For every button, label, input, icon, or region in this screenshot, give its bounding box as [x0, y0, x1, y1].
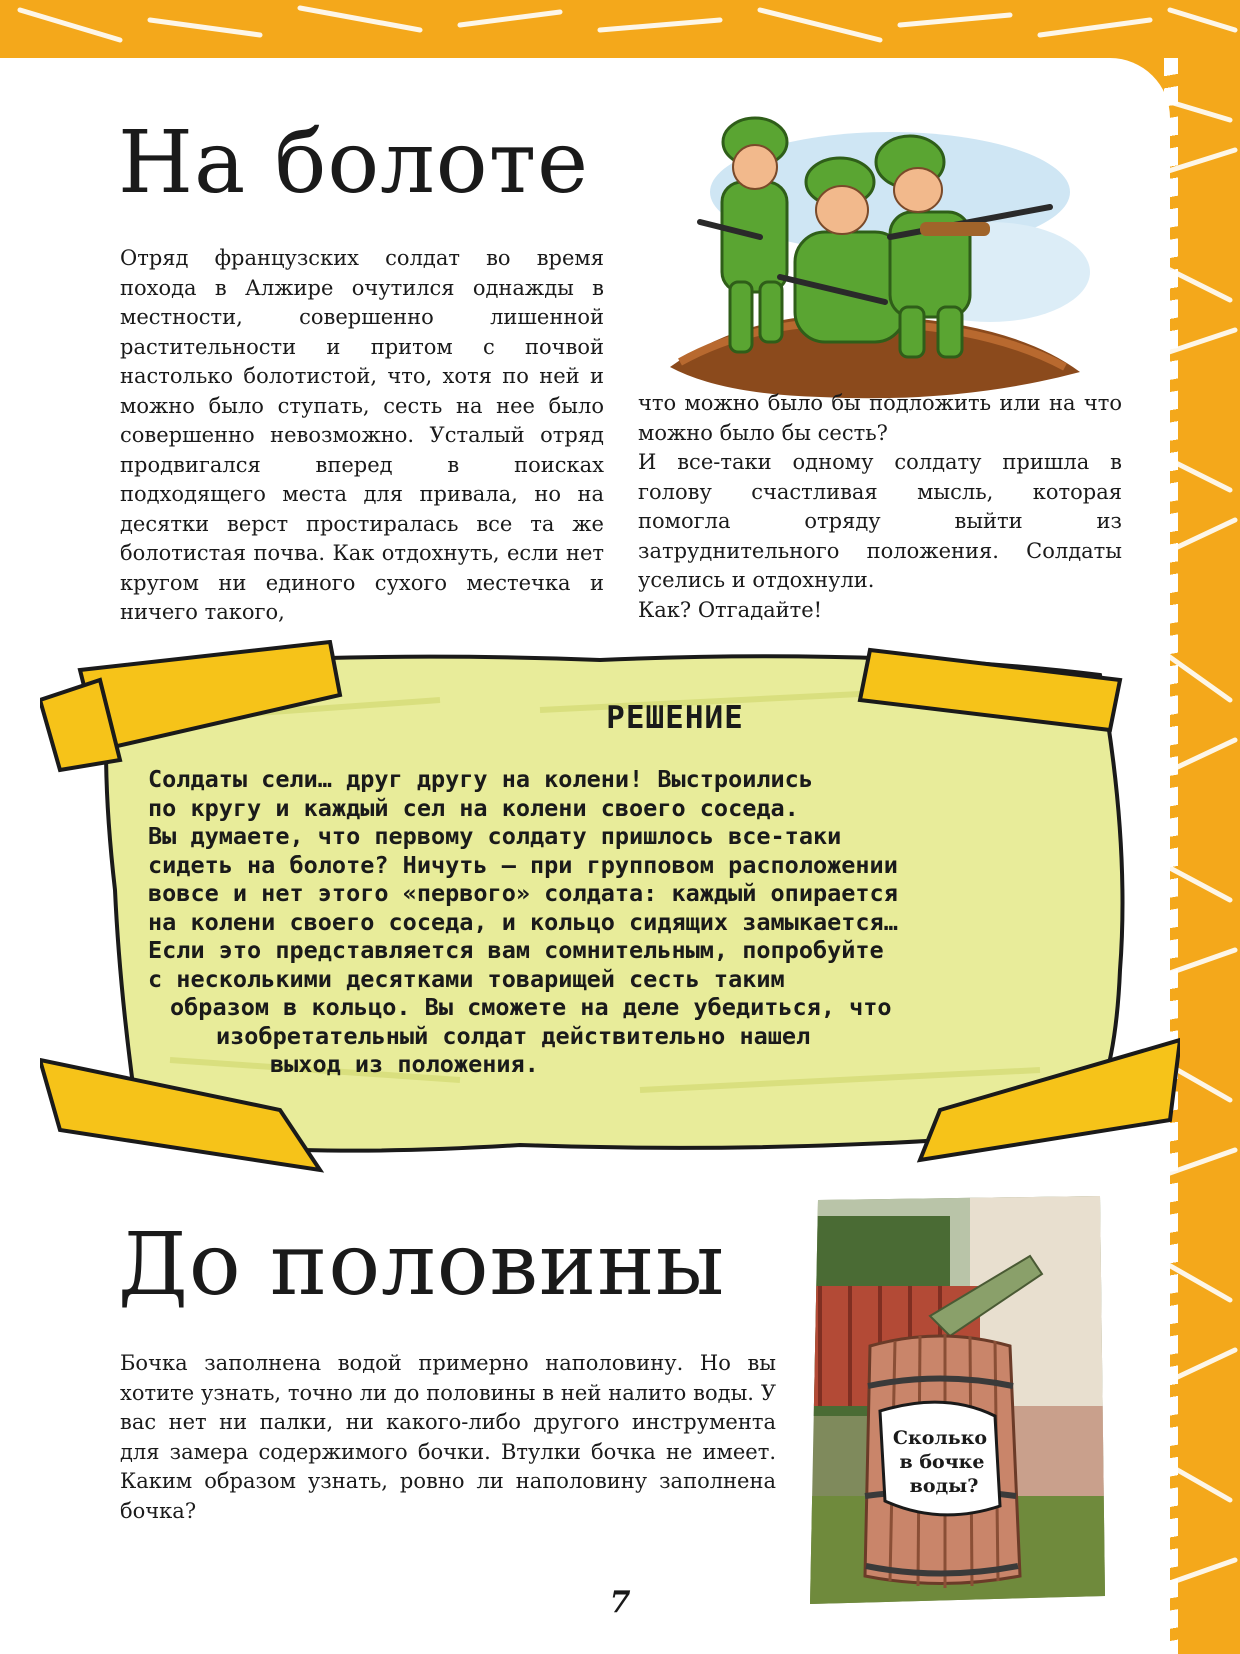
barrel-sign-line-1: Сколько	[892, 1427, 988, 1449]
barrel-sign-line-3: воды?	[909, 1475, 979, 1497]
section1-title: На болоте	[118, 113, 590, 213]
section1-left-text	[120, 244, 604, 628]
answer-line: по кругу и каждый сел на колени своего соседа.	[148, 793, 799, 822]
section2-title: До половины	[118, 1215, 726, 1315]
answer-line: на колени своего соседа, и кольцо сидящих замыкается…	[148, 907, 898, 936]
answer-line: изобретательный солдат действительно нашел	[216, 1021, 811, 1050]
answer-title: РЕШЕНИЕ	[606, 700, 744, 736]
section1-right-paragraph-3: Как? Отгадайте!	[638, 597, 823, 622]
answer-line: Солдаты сели… друг другу на колени! Выстроились	[148, 765, 813, 793]
answer-line: образом в кольцо. Вы сможете на деле убедиться, что	[170, 993, 892, 1021]
soldiers-illustration	[660, 112, 1090, 404]
section1-right-paragraph-2: И все-таки одному солдату пришла в голову счастливая мысль, которая помогла отряду выйти из затруднительного положения. Солдаты уселись и отдохнули.	[638, 450, 1122, 592]
barrel-sign-line-2: в бочке	[899, 1451, 985, 1473]
section1-right-paragraph-1: что можно было бы подложить или на что можно было бы сесть?	[638, 391, 1122, 445]
section2-paragraph: Бочка заполнена водой примерно наполовину. Но вы хотите узнать, точно ли до половины в ней налито воды. У вас нет ни палки, ни какого-либо другого инструмента для замера содержимого бочки. Втулки бочка не имеет. Каким образом узнать, ровно ли наполовину заполнена бочка?	[120, 1351, 776, 1523]
section1-right-text	[638, 389, 1122, 625]
page-number: 7	[609, 1585, 631, 1620]
barrel-photo	[810, 1196, 1105, 1604]
answer-text	[148, 765, 1068, 1079]
answer-line: сидеть на болоте? Ничуть — при групповом расположении	[148, 850, 898, 879]
answer-line: вовсе и нет этого «первого» солдата: каждый опирается	[148, 879, 898, 907]
answer-line: выход из положения.	[270, 1050, 539, 1078]
answer-line: Вы думаете, что первому солдату пришлось все-таки	[148, 822, 842, 850]
answer-line: с несколькими десятками товарищей сесть таким	[148, 964, 785, 993]
section2-text	[120, 1349, 776, 1526]
answer-line: Если это представляется вам сомнительным, попробуйте	[148, 936, 884, 964]
section1-left-paragraph: Отряд французских солдат во время похода в Алжире очутился однажды в местности, совершенно лишенной растительности и притом с почвой настолько болотистой, что, хотя по ней и можно было ступать, сесть на нее было совершенно невозможно. Усталый отряд продвигался вперед в поисках подходящего места для привала, но на десятки верст простиралась все та же болотистая почва. Как отдохнуть, если нет кругом ни единого сухого местечка и ничего такого,	[120, 246, 604, 624]
